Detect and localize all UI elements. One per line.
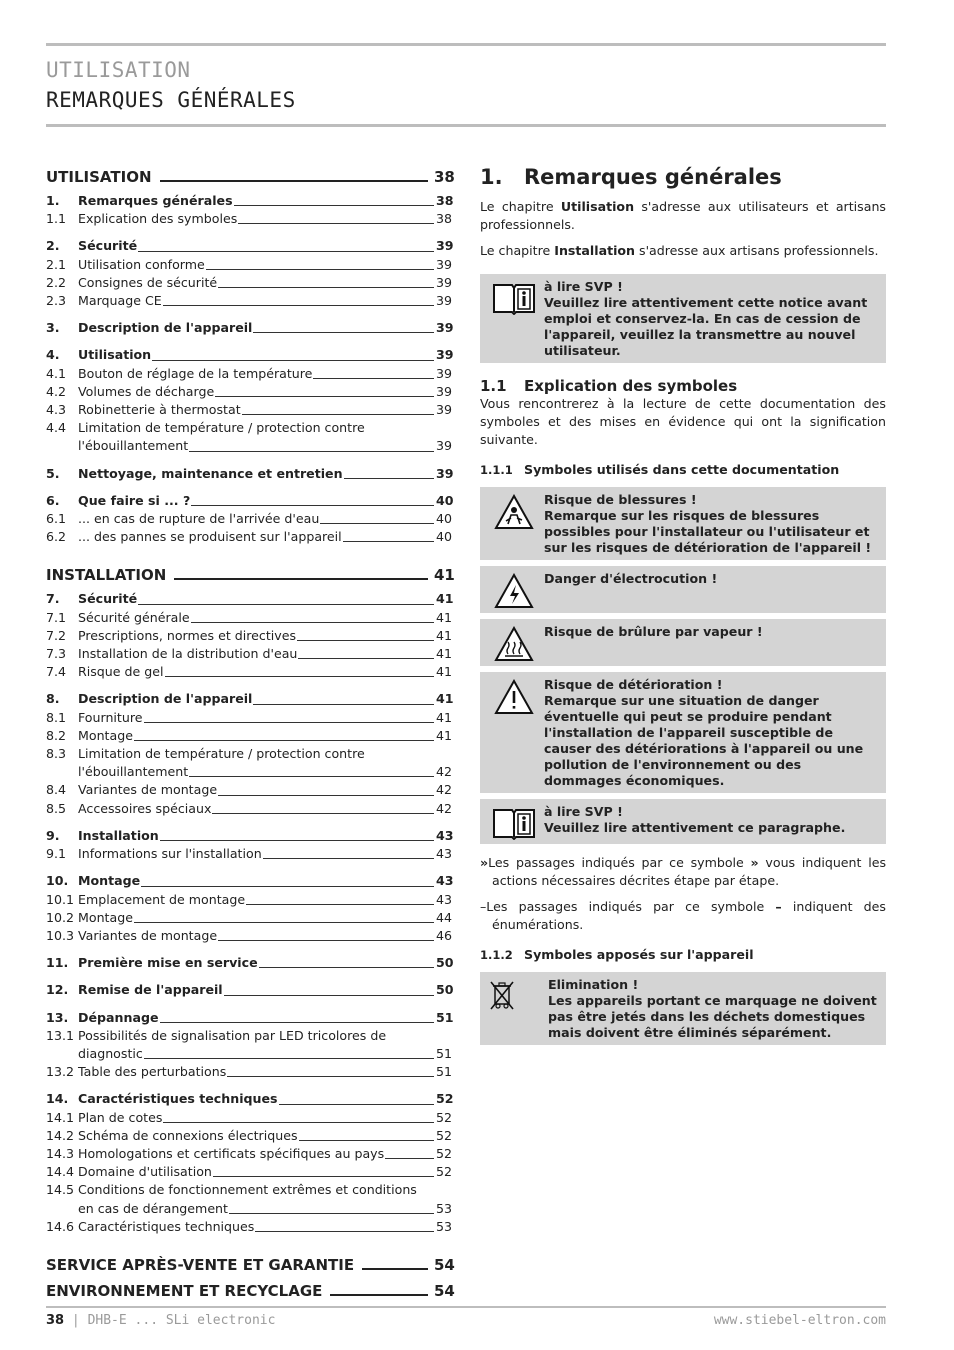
toc-leader	[134, 740, 434, 741]
toc-leader	[215, 396, 434, 397]
toc-leader	[229, 1213, 434, 1214]
toc-entry-page: 40	[436, 492, 454, 508]
toc-entry-page: 51	[436, 1009, 454, 1025]
toc-entry[interactable]	[46, 1163, 452, 1181]
toc-leader	[238, 223, 434, 224]
warning-title: Risque de brûlure par vapeur !	[544, 624, 763, 639]
toc-entry-number: 10.2	[46, 909, 75, 925]
info-box-paragraph	[480, 799, 886, 844]
elimination-text: Les appareils portant ce marquage ne doivent pas être jetés dans les déchets domestiques mais doivent être éliminés séparément.	[548, 993, 877, 1040]
toc-entry-number: 13.2	[46, 1064, 75, 1080]
toc-entry-text: Description de l'appareil	[78, 320, 253, 336]
toc-entry[interactable]	[46, 1145, 452, 1163]
toc-leader	[298, 658, 434, 659]
warning-title: Risque de blessures !	[544, 492, 697, 507]
toc-entry-text: Table des perturbations	[78, 1064, 227, 1080]
toc-entry-text: Caractéristiques techniques	[78, 1091, 278, 1107]
toc-entry-number: 9.1	[46, 846, 67, 862]
toc-entry-page: 43	[436, 846, 453, 862]
toc-section-environnement[interactable]	[46, 1278, 455, 1300]
toc-entry[interactable]	[46, 192, 452, 210]
toc-entry[interactable]	[46, 401, 452, 419]
toc-entry-number: 2.3	[46, 293, 67, 309]
toc-entry[interactable]	[46, 528, 452, 546]
toc-entry-page: 42	[436, 764, 453, 780]
toc-entry-page: 39	[436, 383, 453, 399]
toc-leader	[255, 1231, 434, 1232]
toc-entry-number: 6.2	[46, 529, 67, 545]
warning-box-damage	[480, 672, 886, 793]
toc-entry-text-cont: l'ébouillantement	[78, 764, 189, 780]
toc-entry[interactable]	[46, 383, 452, 401]
toc-entry-text-cont: diagnostic	[78, 1045, 143, 1061]
toc-entry-text: Variantes de montage	[78, 782, 218, 798]
injury-warning-icon	[484, 492, 544, 556]
info-title: à lire SVP !	[544, 279, 623, 294]
toc-leader	[189, 776, 434, 777]
toc-entry[interactable]	[46, 627, 452, 645]
toc-entry-number: 7.3	[46, 646, 67, 662]
list-item-step: »Les passages indiqués par ce symbole » vous indiquent les actions nécessaires décrites étape par étape.	[480, 855, 887, 888]
toc-entry-text: Informations sur l'installation	[78, 846, 262, 862]
toc-entry-page: 43	[436, 873, 454, 889]
toc-leader	[362, 1268, 428, 1270]
toc-entry-number: 2.1	[46, 256, 67, 272]
toc-entry[interactable]	[46, 690, 452, 708]
toc-leader	[297, 640, 434, 641]
toc-entry-text: Montage	[78, 873, 141, 889]
header-top-rule	[46, 43, 886, 46]
toc-entry[interactable]	[46, 800, 452, 818]
toc-entry[interactable]	[46, 419, 452, 455]
toc-leader	[253, 704, 434, 705]
toc-entry-number: 8.5	[46, 800, 67, 816]
toc-entry-text: Prescriptions, normes et directives	[78, 627, 297, 643]
toc-leader	[144, 722, 435, 723]
toc-entry-number: 10.1	[46, 891, 75, 907]
toc-entry-page: 50	[436, 955, 454, 971]
toc-entry-page: 39	[436, 365, 453, 381]
electric-shock-icon	[484, 571, 544, 609]
toc-leader	[246, 904, 434, 905]
toc-entry-number: 8.	[46, 691, 60, 707]
toc-entry-page: 42	[436, 800, 453, 816]
toc-entry[interactable]	[46, 954, 452, 972]
header-section: UTILISATION	[46, 58, 191, 82]
toc-entry-page: 39	[436, 256, 453, 272]
toc-entry-text: Accessoires spéciaux	[78, 800, 212, 816]
toc-entry-page: 41	[436, 646, 453, 662]
toc-entry-number: 14.5	[46, 1182, 75, 1198]
toc-leader	[385, 1158, 434, 1159]
toc-entry-text: Fourniture	[78, 709, 143, 725]
toc-entry-number: 8.1	[46, 709, 67, 725]
toc-section-label: INSTALLATION	[46, 566, 167, 585]
toc-leader	[299, 1140, 434, 1141]
toc-entry-number: 14.3	[46, 1145, 75, 1161]
toc-leader	[218, 795, 434, 796]
toc-leader	[160, 1022, 435, 1023]
toc-page: 41	[434, 566, 455, 585]
subsubsection-heading: 1.1.1 Symboles utilisés dans cette documentation	[480, 462, 840, 477]
toc-entry-number: 13.1	[46, 1027, 75, 1043]
table-of-contents	[46, 164, 455, 1306]
warning-title: Risque de détérioration !	[544, 677, 723, 692]
toc-entry-text: Installation de la distribution d'eau	[78, 646, 298, 662]
toc-entry-number: 14.	[46, 1091, 69, 1107]
toc-entry-number: 14.6	[46, 1218, 75, 1234]
toc-leader	[343, 541, 434, 542]
toc-section-label: UTILISATION	[46, 168, 152, 186]
read-manual-icon	[484, 279, 544, 359]
warning-title: Danger d'électrocution !	[544, 571, 718, 586]
toc-leader	[152, 360, 434, 361]
toc-entry-number: 14.1	[46, 1109, 75, 1125]
toc-entry-text: ... des pannes se produisent sur l'appareil	[78, 529, 342, 545]
toc-entry-text: Robinetterie à thermostat	[78, 402, 241, 418]
toc-entry-text: Sécurité	[78, 238, 138, 254]
toc-entry-page: 50	[436, 982, 454, 998]
toc-entry-number: 13.	[46, 1009, 69, 1025]
toc-entry-text-cont: en cas de dérangement	[78, 1200, 228, 1216]
toc-entry[interactable]	[46, 745, 452, 781]
header-bottom-rule	[46, 124, 886, 127]
toc-entry-text: Schéma de connexions électriques	[78, 1127, 298, 1143]
toc-section-utilisation[interactable]	[46, 164, 455, 186]
toc-entry-text: Consignes de sécurité	[78, 274, 218, 290]
toc-entry-page: 39	[436, 438, 453, 454]
main-content	[480, 164, 886, 1051]
section-number: 1.	[480, 165, 503, 189]
damage-warning-icon	[484, 677, 544, 789]
toc-items-installation	[46, 590, 452, 1236]
toc-entry[interactable]	[46, 1090, 452, 1108]
toc-leader	[213, 1176, 434, 1177]
toc-entry-text: Volumes de décharge	[78, 383, 215, 399]
toc-entry-number: 9.	[46, 827, 60, 843]
toc-entry[interactable]	[46, 872, 452, 890]
toc-entry-page: 41	[436, 664, 453, 680]
toc-entry-text: Bouton de réglage de la température	[78, 365, 313, 381]
toc-entry-text: Montage	[78, 727, 133, 743]
toc-leader	[330, 1294, 428, 1296]
toc-entry[interactable]	[46, 663, 452, 681]
toc-leader	[206, 269, 434, 270]
toc-entry-text: ... en cas de rupture de l'arrivée d'eau	[78, 511, 320, 527]
toc-entry-text: Possibilités de signalisation par LED tricolores de	[78, 1027, 387, 1043]
toc-entry-page: 51	[436, 1045, 453, 1061]
toc-leader	[212, 813, 434, 814]
toc-entry[interactable]	[46, 645, 452, 663]
toc-entry-page: 52	[436, 1109, 453, 1125]
toc-entry-page: 39	[436, 274, 453, 290]
toc-section-label: SERVICE APRÈS-VENTE ET GARANTIE	[46, 1255, 355, 1274]
toc-entry-number: 4.2	[46, 383, 67, 399]
toc-entry-number: 1.1	[46, 211, 67, 227]
toc-entry-text: Risque de gel	[78, 664, 164, 680]
toc-entry-page: 38	[436, 211, 453, 227]
toc-entry-number: 4.	[46, 347, 60, 363]
toc-entry-number: 3.	[46, 320, 60, 336]
toc-leader	[138, 251, 434, 252]
toc-entry-page: 44	[436, 909, 453, 925]
toc-entry-page: 46	[436, 927, 453, 943]
toc-entry-number: 10.	[46, 873, 69, 889]
toc-entry-number: 7.4	[46, 664, 67, 680]
list-item-enum: –Les passages indiqués par ce symbole – indiquent des énumérations.	[480, 899, 886, 932]
read-manual-icon	[484, 804, 544, 840]
toc-entry-text: Remise de l'appareil	[78, 982, 223, 998]
toc-leader	[253, 332, 434, 333]
toc-leader	[160, 180, 429, 182]
toc-items-utilisation	[46, 192, 452, 546]
toc-entry-number: 7.2	[46, 627, 67, 643]
toc-section-service[interactable]	[46, 1252, 455, 1274]
toc-entry[interactable]	[46, 590, 452, 608]
toc-entry[interactable]	[46, 465, 452, 483]
toc-entry[interactable]	[46, 210, 452, 228]
toc-entry-page: 52	[436, 1091, 454, 1107]
toc-entry[interactable]	[46, 891, 452, 909]
toc-entry-page: 51	[436, 1064, 453, 1080]
toc-entry-text: Installation	[78, 827, 159, 843]
toc-entry-text: Utilisation conforme	[78, 256, 205, 272]
toc-entry-text: Description de l'appareil	[78, 691, 253, 707]
toc-leader	[191, 622, 434, 623]
subsection-heading: 1.1 Explication des symboles	[480, 377, 738, 395]
toc-entry-page: 52	[436, 1145, 453, 1161]
toc-leader	[174, 578, 428, 580]
toc-entry-page: 41	[436, 627, 453, 643]
toc-leader	[224, 995, 434, 996]
toc-entry-number: 5.	[46, 465, 60, 481]
toc-entry[interactable]	[46, 346, 452, 364]
toc-leader	[279, 1104, 434, 1105]
footer-left: 38 | DHB-E ... SLi electronic	[46, 1313, 276, 1328]
info-text: Veuillez lire attentivement cette notice avant emploi et conservez-la. En cas de cession de l'appareil, veuillez la transmettre au nouvel utilisateur.	[544, 295, 868, 358]
toc-entry[interactable]	[46, 1009, 452, 1027]
toc-entry-number: 11.	[46, 955, 69, 971]
toc-leader	[141, 886, 434, 887]
toc-leader	[144, 1058, 434, 1059]
warning-box-electric	[480, 566, 886, 613]
toc-entry[interactable]	[46, 319, 452, 337]
toc-entry-page: 41	[436, 609, 453, 625]
footer-url[interactable]: www.stiebel-eltron.com	[713, 1313, 886, 1328]
toc-entry-number: 4.4	[46, 420, 67, 436]
info-box	[480, 274, 886, 363]
toc-entry-text: Sécurité générale	[78, 609, 190, 625]
subsubsection-heading: 1.1.2 Symboles apposés sur l'appareil	[480, 947, 754, 962]
elimination-box	[480, 972, 886, 1045]
symbols-intro: Vous rencontrerez à la lecture de cette documentation des symboles et des mises en évidence qui ont la signification suivante.	[480, 396, 886, 447]
toc-entry[interactable]	[46, 1109, 452, 1127]
toc-entry-page: 40	[436, 529, 453, 545]
toc-entry-number: 4.3	[46, 402, 67, 418]
toc-entry[interactable]	[46, 981, 452, 999]
toc-entry-page: 39	[436, 293, 453, 309]
toc-entry[interactable]	[46, 709, 452, 727]
section-heading	[480, 164, 886, 190]
toc-entry-page: 39	[436, 402, 453, 418]
footer-rule	[46, 1306, 886, 1308]
toc-entry-number: 2.	[46, 238, 60, 254]
warning-box-steam	[480, 619, 886, 666]
toc-entry[interactable]	[46, 1127, 452, 1145]
toc-entry[interactable]	[46, 510, 452, 528]
toc-entry-text: Plan de cotes	[78, 1109, 163, 1125]
toc-entry-number: 7.	[46, 591, 60, 607]
intro-paragraph-1: Le chapitre Utilisation s'adresse aux utilisateurs et artisans professionnels.	[480, 199, 886, 232]
toc-entry-page: 52	[436, 1164, 453, 1180]
toc-leader	[313, 378, 434, 379]
toc-entry-number: 7.1	[46, 609, 67, 625]
toc-leader	[344, 478, 434, 479]
toc-leader	[138, 604, 434, 605]
toc-entry[interactable]	[46, 256, 452, 274]
toc-entry[interactable]	[46, 909, 452, 927]
toc-entry[interactable]	[46, 237, 452, 255]
toc-entry-page: 52	[436, 1127, 453, 1143]
crossed-bin-icon	[484, 977, 548, 1041]
toc-entry-text: Que faire si ... ?	[78, 492, 191, 508]
toc-entry[interactable]	[46, 1218, 452, 1236]
toc-entry[interactable]	[46, 1027, 452, 1063]
toc-leader	[242, 414, 434, 415]
toc-entry-page: 53	[436, 1200, 453, 1216]
toc-section-label: ENVIRONNEMENT ET RECYCLAGE	[46, 1281, 323, 1300]
toc-entry-page: 43	[436, 827, 454, 843]
toc-entry[interactable]	[46, 927, 452, 945]
toc-entry-number: 8.4	[46, 782, 67, 798]
toc-entry-number: 14.4	[46, 1164, 75, 1180]
toc-entry-number: 12.	[46, 982, 69, 998]
toc-entry-text: Première mise en service	[78, 955, 258, 971]
info-text: Veuillez lire attentivement ce paragraphe.	[544, 820, 846, 835]
toc-entry-text: Nettoyage, maintenance et entretien	[78, 465, 343, 481]
toc-entry[interactable]	[46, 845, 452, 863]
toc-entry[interactable]	[46, 492, 452, 510]
toc-leader	[320, 523, 434, 524]
toc-entry-number: 4.1	[46, 365, 67, 381]
toc-entry-text: Emplacement de montage	[78, 891, 246, 907]
toc-entry-number: 8.2	[46, 727, 67, 743]
toc-leader	[263, 858, 434, 859]
toc-leader	[165, 676, 434, 677]
toc-page: 54	[434, 1281, 455, 1300]
toc-entry[interactable]	[46, 1063, 452, 1081]
toc-entry-page: 39	[436, 347, 454, 363]
toc-entry-page: 40	[436, 511, 453, 527]
toc-entry-text: Limitation de température / protection contre	[78, 746, 365, 762]
toc-leader	[163, 1122, 434, 1123]
warning-box-injury	[480, 487, 886, 560]
toc-entry-text: Sécurité	[78, 591, 138, 607]
toc-entry-text: Domaine d'utilisation	[78, 1164, 212, 1180]
toc-leader	[160, 840, 434, 841]
toc-entry-number: 6.	[46, 492, 60, 508]
toc-entry-page: 43	[436, 891, 453, 907]
toc-entry-page: 38	[436, 193, 454, 208]
toc-leader	[189, 451, 434, 452]
toc-entry-page: 39	[436, 465, 454, 481]
toc-entry-text: Marquage CE	[78, 293, 162, 309]
toc-leader	[218, 287, 434, 288]
toc-entry-number: 1.	[46, 193, 60, 208]
section-title: Remarques générales	[524, 165, 782, 189]
intro-paragraph-2: Le chapitre Installation s'adresse aux artisans professionnels.	[480, 243, 879, 258]
toc-entry-text: Dépannage	[78, 1009, 159, 1025]
toc-entry-number: 6.1	[46, 511, 67, 527]
toc-entry-number: 2.2	[46, 274, 67, 290]
toc-entry-number: 8.3	[46, 746, 67, 762]
toc-entry-page: 42	[436, 782, 453, 798]
toc-leader	[227, 1076, 434, 1077]
toc-entry[interactable]	[46, 292, 452, 310]
elimination-title: Elimination !	[548, 977, 639, 992]
toc-entry-text-cont: l'ébouillantement	[78, 438, 189, 454]
toc-entry-text: Variantes de montage	[78, 927, 218, 943]
toc-entry-page: 41	[436, 591, 454, 607]
toc-page: 54	[434, 1255, 455, 1274]
toc-entry[interactable]	[46, 827, 452, 845]
toc-entry-text: Montage	[78, 909, 133, 925]
hot-steam-icon	[484, 624, 544, 662]
toc-entry-page: 39	[436, 238, 454, 254]
toc-leader	[259, 967, 434, 968]
toc-entry-number: 10.3	[46, 927, 75, 943]
toc-leader	[218, 940, 434, 941]
toc-entry-text: Utilisation	[78, 347, 152, 363]
toc-entry[interactable]	[46, 727, 452, 745]
toc-entry-text: Limitation de température / protection contre	[78, 420, 365, 436]
toc-entry[interactable]	[46, 1181, 452, 1217]
toc-entry-page: 41	[436, 727, 453, 743]
toc-entry[interactable]	[46, 365, 452, 383]
toc-entry[interactable]	[46, 274, 452, 292]
toc-entry-text: Remarques générales	[78, 193, 233, 208]
toc-entry-text: Homologations et certificats spécifiques au pays	[78, 1145, 385, 1161]
toc-entry-number: 14.2	[46, 1127, 75, 1143]
page-number: 38	[46, 1313, 65, 1328]
toc-entry[interactable]	[46, 781, 452, 799]
product-name: DHB-E ... SLi electronic	[87, 1313, 276, 1328]
toc-entry-page: 39	[436, 320, 454, 336]
toc-leader	[134, 922, 434, 923]
toc-page: 38	[434, 168, 455, 186]
toc-leader	[163, 305, 434, 306]
toc-section-installation[interactable]	[46, 562, 455, 585]
toc-entry-text: Explication des symboles	[78, 211, 238, 227]
toc-entry-page: 41	[436, 709, 453, 725]
toc-leader	[234, 205, 434, 206]
toc-entry-page: 53	[436, 1218, 453, 1234]
toc-entry-text: Conditions de fonctionnement extrêmes et conditions	[78, 1182, 417, 1198]
info-title: à lire SVP !	[544, 804, 623, 819]
header-title: REMARQUES GÉNÉRALES	[46, 88, 296, 112]
toc-entry[interactable]	[46, 609, 452, 627]
warning-text: Remarque sur une situation de danger éventuelle qui peut se produire pendant l'installation de l'appareil susceptible de causer des détériorations à l'appareil ou une pollution de l'environnement ou des dommages économiques.	[544, 693, 864, 788]
toc-leader	[191, 505, 434, 506]
toc-entry-page: 41	[436, 691, 454, 707]
warning-text: Remarque sur les risques de blessures possibles pour l'installateur ou l'utilisateur et sur les risques de détérioration de l'appareil !	[544, 508, 872, 555]
toc-entry-text: Caractéristiques techniques	[78, 1218, 255, 1234]
